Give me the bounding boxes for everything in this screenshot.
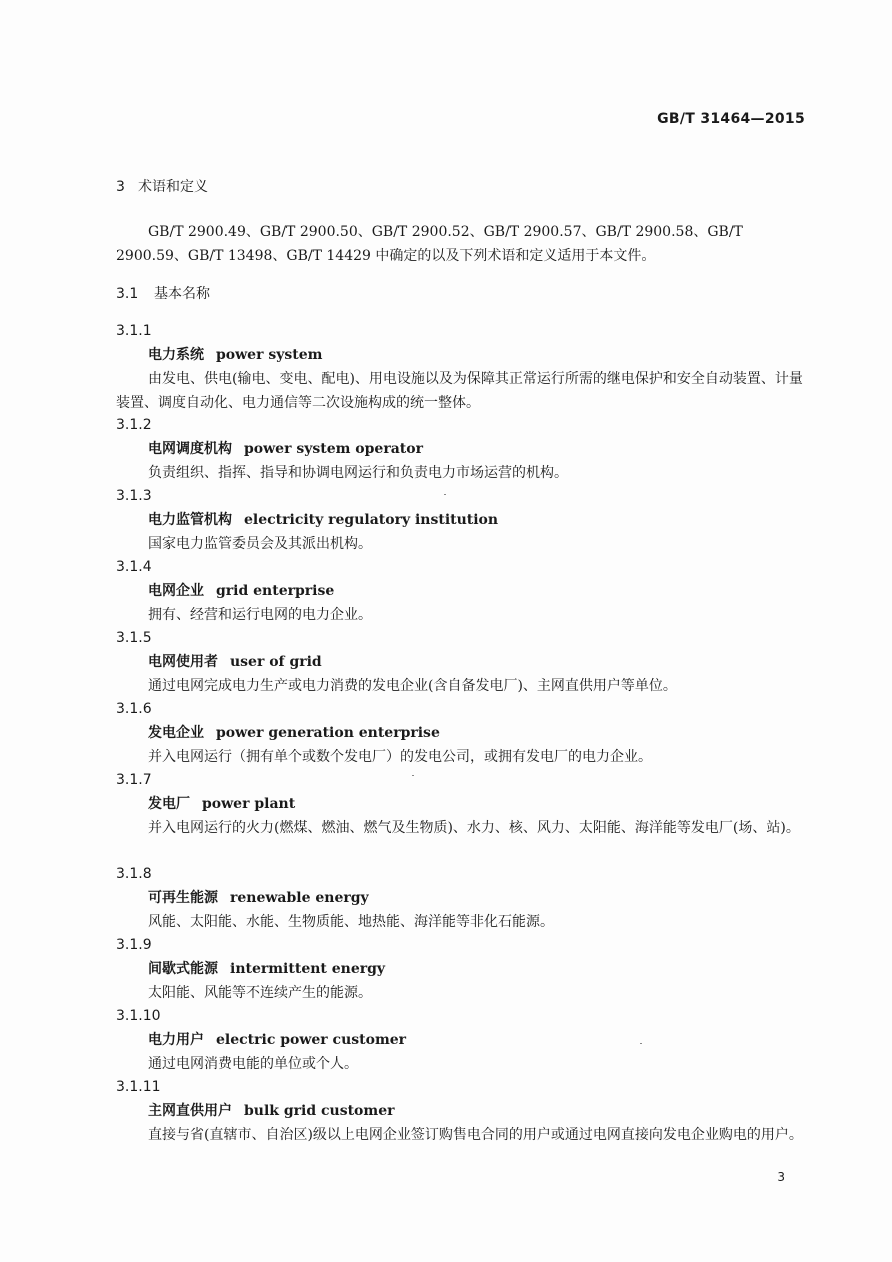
term-english: power generation enterprise — [216, 725, 440, 741]
section-number: 3 — [116, 179, 125, 195]
section-heading — [116, 176, 208, 196]
term-chinese: 电网使用者 — [148, 654, 218, 670]
term-name — [116, 721, 806, 745]
term-code: 3.1.9 — [116, 937, 152, 953]
term-definition: 国家电力监管委员会及其派出机构。 — [148, 536, 372, 552]
term-code: 3.1.11 — [116, 1079, 161, 1095]
term-code: 3.1.10 — [116, 1008, 161, 1024]
term-name — [116, 437, 806, 461]
term-code: 3.1.8 — [116, 866, 152, 882]
term-english: power system operator — [244, 441, 423, 457]
term-entry — [116, 319, 806, 415]
term-english: renewable energy — [230, 890, 369, 906]
page-number: 3 — [777, 1170, 785, 1184]
term-entry — [116, 933, 806, 1005]
term-code: 3.1.1 — [116, 323, 152, 339]
term-english: power plant — [202, 796, 296, 812]
term-definition: 直接与省(直辖市、自治区)级以上电网企业签订购售电合同的用户或通过电网直接向发电企业购电的用户。 — [148, 1127, 803, 1143]
term-definition: 风能、太阳能、水能、生物质能、地热能、海洋能等非化石能源。 — [148, 914, 554, 930]
term-entry — [116, 626, 806, 698]
subsection-heading — [116, 283, 210, 303]
term-code: 3.1.7 — [116, 772, 152, 788]
term-name — [116, 886, 806, 910]
term-definition: 并入电网运行（拥有单个或数个发电厂）的发电公司，或拥有发电厂的电力企业。 — [148, 749, 652, 765]
scan-speck — [412, 775, 414, 776]
term-definition: 拥有、经营和运行电网的电力企业。 — [148, 607, 372, 623]
term-chinese: 主网直供用户 — [148, 1103, 232, 1119]
term-entry — [116, 862, 806, 934]
subsection-number: 3.1 — [116, 286, 139, 302]
term-entry — [116, 768, 806, 840]
term-definition: 通过电网消费电能的单位或个人。 — [148, 1056, 358, 1072]
term-code: 3.1.3 — [116, 488, 152, 504]
scan-speck — [640, 1043, 642, 1044]
term-name — [116, 792, 806, 816]
term-definition: 负责组织、指挥、指导和协调电网运行和负责电力市场运营的机构。 — [148, 465, 568, 481]
term-name — [116, 1028, 806, 1052]
term-chinese: 电力系统 — [148, 347, 204, 363]
term-english: intermittent energy — [230, 961, 386, 977]
term-code: 3.1.2 — [116, 417, 152, 433]
term-entry — [116, 413, 806, 485]
term-name — [116, 343, 806, 367]
term-chinese: 电网企业 — [148, 583, 204, 599]
term-english: user of grid — [230, 654, 322, 670]
term-chinese: 间歇式能源 — [148, 961, 218, 977]
term-code: 3.1.5 — [116, 630, 152, 646]
term-name — [116, 508, 806, 532]
term-entry — [116, 1075, 806, 1147]
term-definition: 太阳能、风能等不连续产生的能源。 — [148, 985, 372, 1001]
term-english: grid enterprise — [216, 583, 335, 599]
section-title: 术语和定义 — [138, 179, 208, 195]
term-entry — [116, 1004, 806, 1076]
term-definition: 由发电、供电(输电、变电、配电)、用电设施以及为保障其正常运行所需的继电保护和安全自动装置、计量装置、调度自动化、电力通信等二次设施构成的统一整体。 — [116, 371, 803, 411]
term-english: power system — [216, 347, 323, 363]
term-code: 3.1.4 — [116, 559, 152, 575]
term-name — [116, 957, 806, 981]
term-definition: 并入电网运行的火力(燃煤、燃油、燃气及生物质)、水力、核、风力、太阳能、海洋能等发电厂(场、站)。 — [148, 820, 800, 836]
term-entry — [116, 697, 806, 769]
term-entry — [116, 484, 806, 556]
subsection-title: 基本名称 — [154, 286, 210, 302]
term-chinese: 发电企业 — [148, 725, 204, 741]
term-chinese: 发电厂 — [148, 796, 190, 812]
term-english: electric power customer — [216, 1032, 407, 1048]
intro-paragraph: GB/T 2900.49、GB/T 2900.50、GB/T 2900.52、GB/T 2900.57、GB/T 2900.58、GB/T 2900.59、GB/T 13498、GB/T 14429 中确定的以及下列术语和定义适用于本文件。 — [116, 224, 743, 264]
term-name — [116, 1099, 806, 1123]
term-chinese: 电网调度机构 — [148, 441, 232, 457]
term-code: 3.1.6 — [116, 701, 152, 717]
term-entry — [116, 555, 806, 627]
standard-code: GB/T 31464—2015 — [657, 111, 805, 127]
term-english: electricity regulatory institution — [244, 512, 499, 528]
term-name — [116, 650, 806, 674]
term-chinese: 可再生能源 — [148, 890, 218, 906]
scan-speck — [444, 494, 446, 495]
term-chinese: 电力监管机构 — [148, 512, 232, 528]
term-english: bulk grid customer — [244, 1103, 395, 1119]
term-name — [116, 579, 806, 603]
term-chinese: 电力用户 — [148, 1032, 204, 1048]
term-definition: 通过电网完成电力生产或电力消费的发电企业(含自备发电厂)、主网直供用户等单位。 — [148, 678, 677, 694]
